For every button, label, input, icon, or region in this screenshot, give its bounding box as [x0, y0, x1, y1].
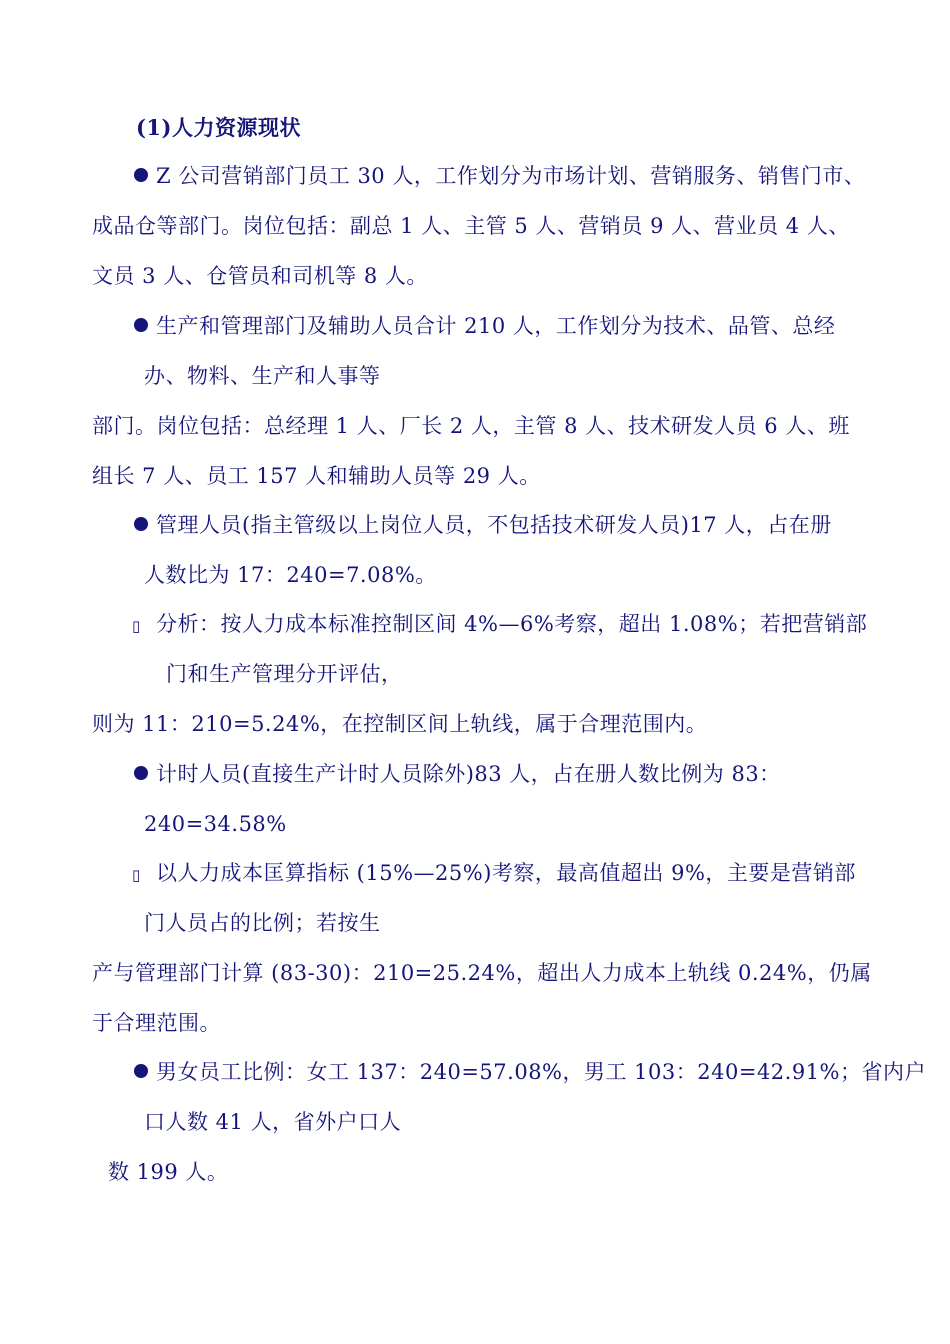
- bullet-line: [134, 312, 835, 340]
- bullet-line: [134, 511, 832, 539]
- text-line: 男女员工比例：女工 137：240=57.08%，男工 103：240=42.91%；省内户: [156, 1060, 927, 1084]
- text-line: 则为 11：210=5.24%，在控制区间上轨线，属于合理范围内。: [92, 712, 708, 736]
- text-line: 于合理范围。: [92, 1011, 221, 1035]
- text-line: 成品仓等部门。岗位包括：副总 1 人、主管 5 人、营销员 9 人、营业员 4 人、: [92, 214, 850, 238]
- text-line: 部门。岗位包括：总经理 1 人、厂长 2 人，主管 8 人、技术研发人员 6 人、班: [92, 414, 850, 438]
- text-line: 门人员占的比例；若按生: [144, 911, 381, 935]
- bullet-icon: [134, 318, 148, 332]
- text-line: 口人数 41 人，省外户口人: [144, 1110, 402, 1134]
- bullet-icon: [134, 517, 148, 531]
- text-line: 计时人员(直接生产计时人员除外)83 人，占在册人数比例为 83：: [156, 762, 781, 786]
- bullet-icon: [134, 1064, 148, 1078]
- sub-bullet-icon: [132, 612, 156, 640]
- section-title: (1)人力资源现状: [136, 115, 301, 140]
- text-line: 生产和管理部门及辅助人员合计 210 人，工作划分为技术、品管、总经: [156, 314, 836, 338]
- text-line: 管理人员(指主管级以上岗位人员，不包括技术研发人员)17 人，占在册: [156, 513, 832, 537]
- bullet-line: [134, 162, 865, 190]
- sub-item-line: [132, 859, 856, 889]
- text-line: 办、物料、生产和人事等: [144, 364, 381, 388]
- text-line: 门和生产管理分开评估，: [166, 662, 403, 686]
- bullet-line: [134, 760, 781, 788]
- bullet-line: [134, 1058, 926, 1086]
- text-line: 分析：按人力成本标准控制区间 4%—6%考察，超出 1.08%；若把营销部: [156, 612, 868, 636]
- text-line: 组长 7 人、员工 157 人和辅助人员等 29 人。: [92, 464, 541, 488]
- text-line: 文员 3 人、仓管员和司机等 8 人。: [92, 264, 428, 288]
- text-line: 人数比为 17：240=7.08%。: [144, 563, 437, 587]
- text-line: 以人力成本匡算指标 (15%—25%)考察，最高值超出 9%，主要是营销部: [156, 861, 856, 885]
- bullet-icon: [134, 766, 148, 780]
- sub-item-line: [132, 610, 867, 640]
- text-line: 产与管理部门计算 (83-30)：210=25.24%，超出人力成本上轨线 0.24%，仍属: [92, 961, 872, 985]
- bullet-icon: [134, 168, 148, 182]
- sub-bullet-icon: [132, 861, 156, 889]
- text-line: 数 199 人。: [108, 1160, 229, 1184]
- text-line: 240=34.58%: [144, 812, 287, 836]
- text-line: Z 公司营销部门员工 30 人，工作划分为市场计划、营销服务、销售门市、: [156, 164, 866, 188]
